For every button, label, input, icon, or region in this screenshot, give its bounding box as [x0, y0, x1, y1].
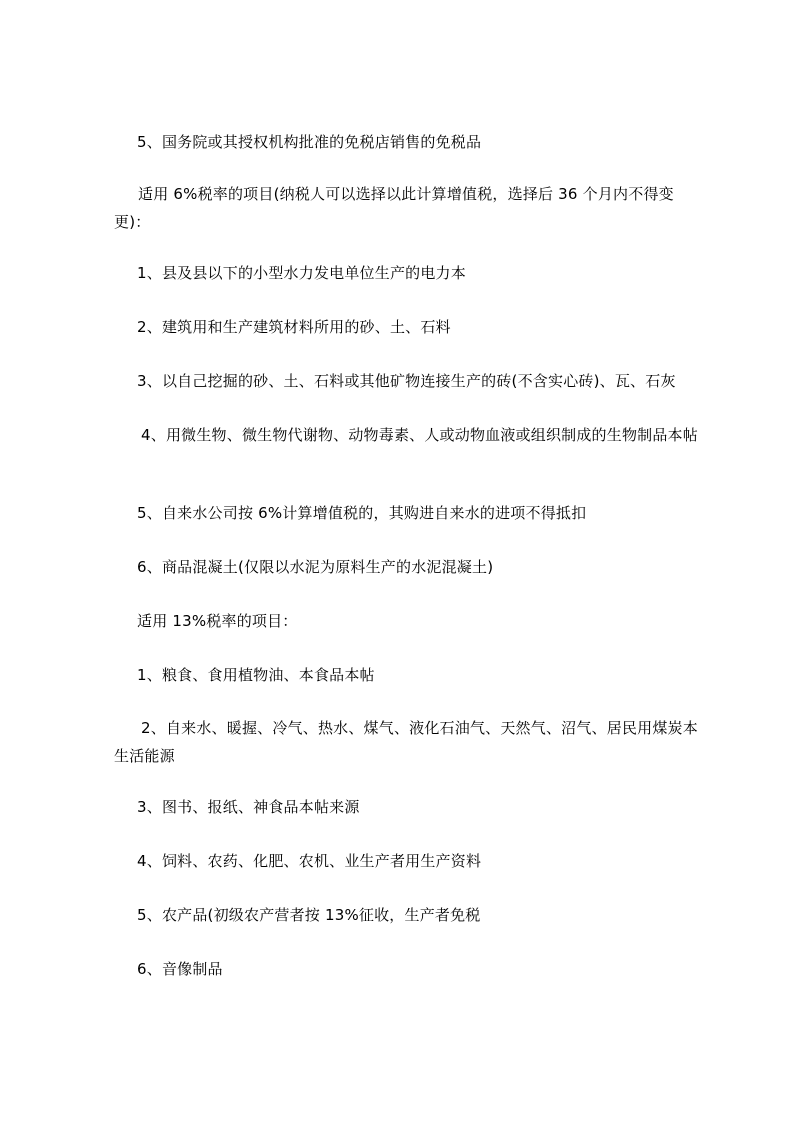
- list-item: 1、粮食、食用植物油、本食品本帖: [137, 666, 375, 684]
- section-heading-6-percent: 适用 6%税率的项目(纳税人可以选择以此计算增值税，选择后 36 个月内不得变更)：: [114, 185, 674, 231]
- list-item: 6、音像制品: [137, 960, 223, 978]
- list-item: 5、农产品(初级农产营者按 13%征收，生产者免税: [137, 906, 481, 924]
- list-item: 4、饲料、农药、化肥、农机、业生产者用生产资料: [137, 852, 482, 870]
- list-item: 1、县及县以下的小型水力发电单位生产的电力本: [137, 264, 466, 282]
- list-item: 3、图书、报纸、神食品本帖来源: [137, 798, 360, 816]
- list-item: 6、商品混凝土(仅限以水泥为原料生产的水泥混凝土): [137, 558, 494, 576]
- list-item: 3、以自己挖掘的砂、土、石料或其他矿物连接生产的砖(不含实心砖)、瓦、石灰: [137, 372, 676, 390]
- list-item: 2、自来水、暖握、冷气、热水、煤气、液化石油气、天然气、沼气、居民用煤炭本生活能源: [114, 719, 698, 765]
- section-heading-13-percent: 适用 13%税率的项目：: [137, 612, 298, 630]
- list-item: 4、用微生物、微生物代谢物、动物毒素、人或动物血液或组织制成的生物制品本帖: [141, 426, 698, 444]
- paragraph-free-shop-item: 5、国务院或其授权机构批准的免税店销售的免税品: [137, 133, 482, 151]
- list-item: 5、自来水公司按 6%计算增值税的，其购进自来水的进项不得抵扣: [137, 504, 587, 522]
- list-item: 2、建筑用和生产建筑材料所用的砂、土、石料: [137, 318, 451, 336]
